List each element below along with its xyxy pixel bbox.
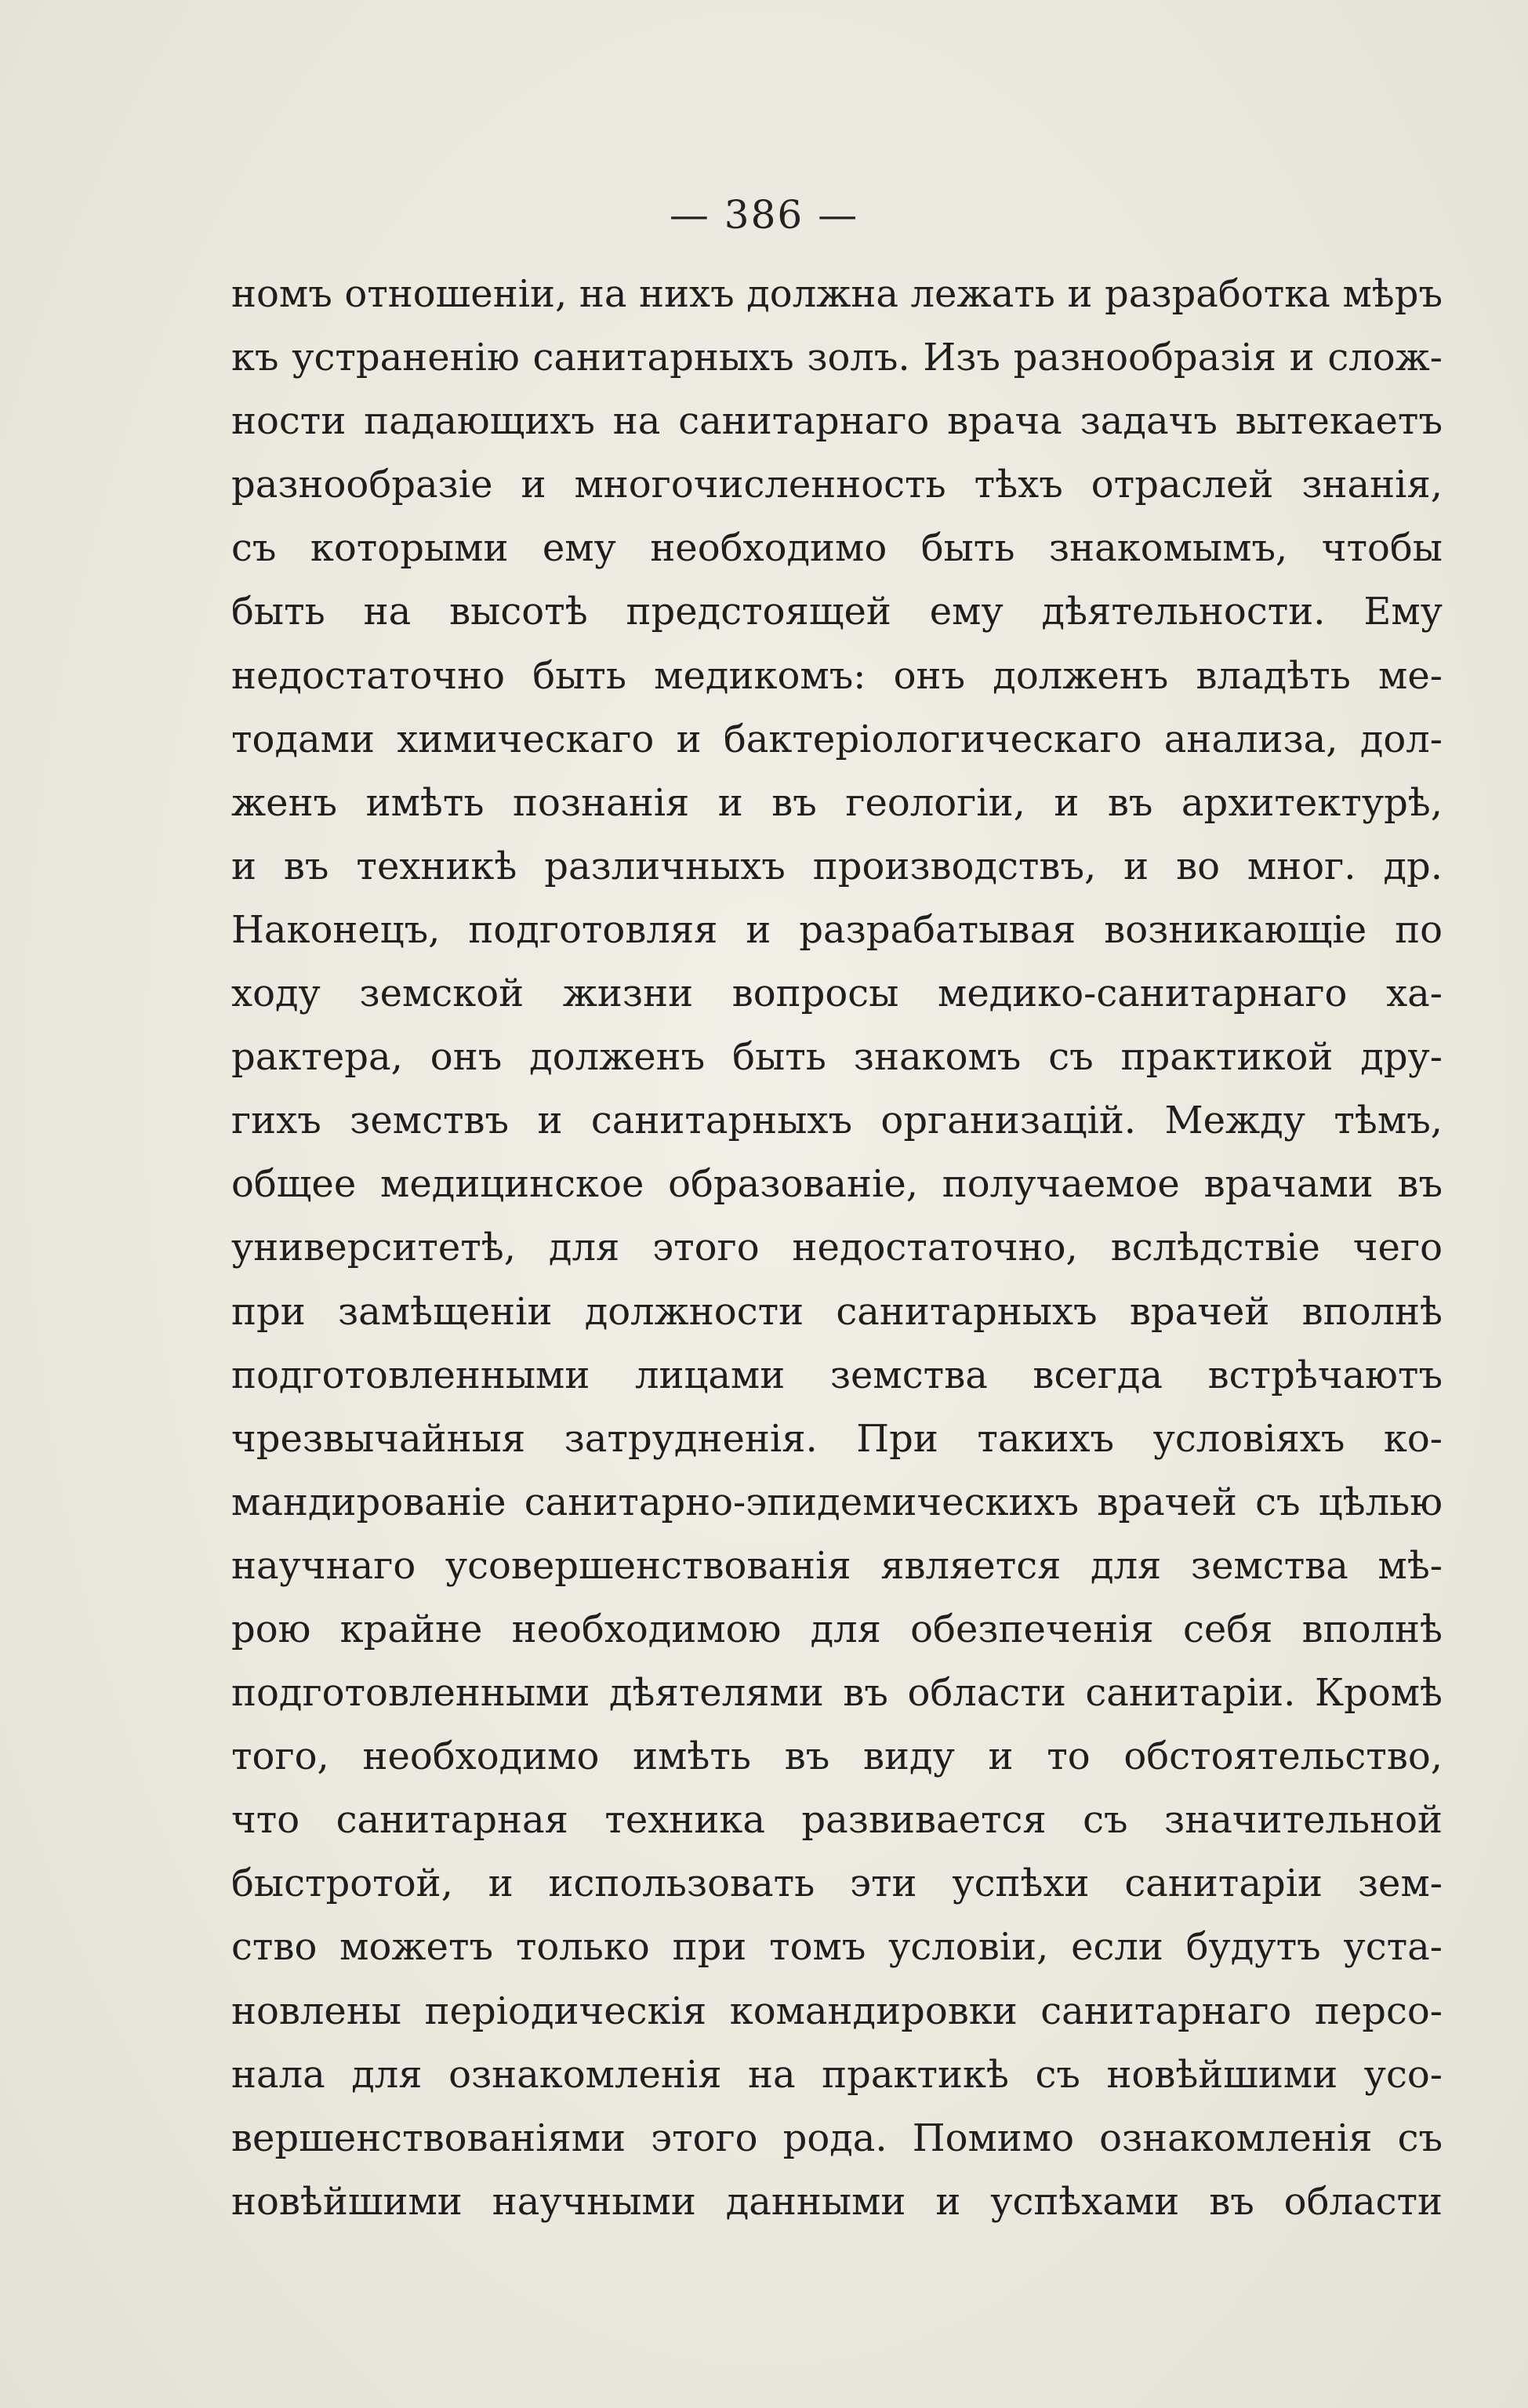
text-line: подготовленными дѣятелями въ области санитарiи. Кромѣ [231, 1671, 1443, 1716]
text-line: недостаточно быть медикомъ: онъ долженъ владѣть ме- [231, 653, 1443, 698]
text-line: ство можетъ только при томъ условiи, если будутъ уста- [231, 1925, 1443, 1970]
text-line: вершенствованiями этого рода. Помимо ознакомленiя съ [231, 2116, 1443, 2160]
text-line: новлены періодическія командировки санитарнаго персо- [231, 1989, 1443, 2033]
text-line: ходу земской жизни вопросы медико-санитарнаго ха- [231, 972, 1443, 1016]
text-line: тодами химическаго и бактерiологическаго анализа, дол- [231, 717, 1443, 761]
text-line: общее медицинское образованiе, получаемое врачами въ [231, 1162, 1443, 1207]
text-line: и въ техникѣ различныхъ производствъ, и во мног. др. [231, 844, 1443, 888]
text-line: ности падающихъ на санитарнаго врача задачъ вытекаетъ [231, 399, 1443, 444]
text-line: мандированiе санитарно-эпидемическихъ врачей съ цѣлью [231, 1480, 1443, 1524]
page-number: — 386 — [669, 192, 859, 238]
text-line: подготовленными лицами земства всегда встрѣчаютъ [231, 1353, 1443, 1397]
text-line: разнообразiе и многочисленность тѣхъ отраслей знанiя, [231, 463, 1443, 507]
text-line: того, необходимо имѣть въ виду и то обстоятельство, [231, 1734, 1443, 1779]
text-line: чрезвычайныя затрудненiя. При такихъ условiяхъ ко- [231, 1416, 1443, 1461]
text-line: новѣйшими научными данными и успѣхами въ области [231, 2179, 1443, 2224]
text-line: рактера, онъ долженъ быть знакомъ съ практикой дру- [231, 1035, 1443, 1080]
text-line: быть на высотѣ предстоящей ему дѣятельности. Ему [231, 590, 1443, 634]
text-line: научнаго усовершенствованiя является для земства мѣ- [231, 1543, 1443, 1588]
text-line: быстротой, и использовать эти успѣхи санитарiи зем- [231, 1861, 1443, 1906]
text-line: гихъ земствъ и санитарныхъ организацiй. Между тѣмъ, [231, 1099, 1443, 1143]
text-line: при замѣщенiи должности санитарныхъ врачей вполнѣ [231, 1289, 1443, 1334]
text-line: съ которыми ему необходимо быть знакомымъ, чтобы [231, 526, 1443, 571]
text-line: къ устраненiю санитарныхъ золъ. Изъ разнообразiя и слож- [231, 336, 1443, 380]
text-line: что санитарная техника развивается съ значительной [231, 1798, 1443, 1843]
text-line: номъ отношенiи, на нихъ должна лежать и разработка мѣръ [231, 272, 1443, 316]
body-text [231, 263, 1443, 2234]
text-line: нала для ознакомленiя на практикѣ съ новѣйшими усо- [231, 2052, 1443, 2097]
text-line: женъ имѣть познанiя и въ геологiи, и въ архитектурѣ, [231, 780, 1443, 825]
text-line: университетѣ, для этого недостаточно, вслѣдствiе чего [231, 1226, 1443, 1270]
text-line: Наконецъ, подготовляя и разрабатывая возникающiе по [231, 907, 1443, 952]
text-line: рою крайне необходимою для обезпеченiя себя вполнѣ [231, 1607, 1443, 1651]
